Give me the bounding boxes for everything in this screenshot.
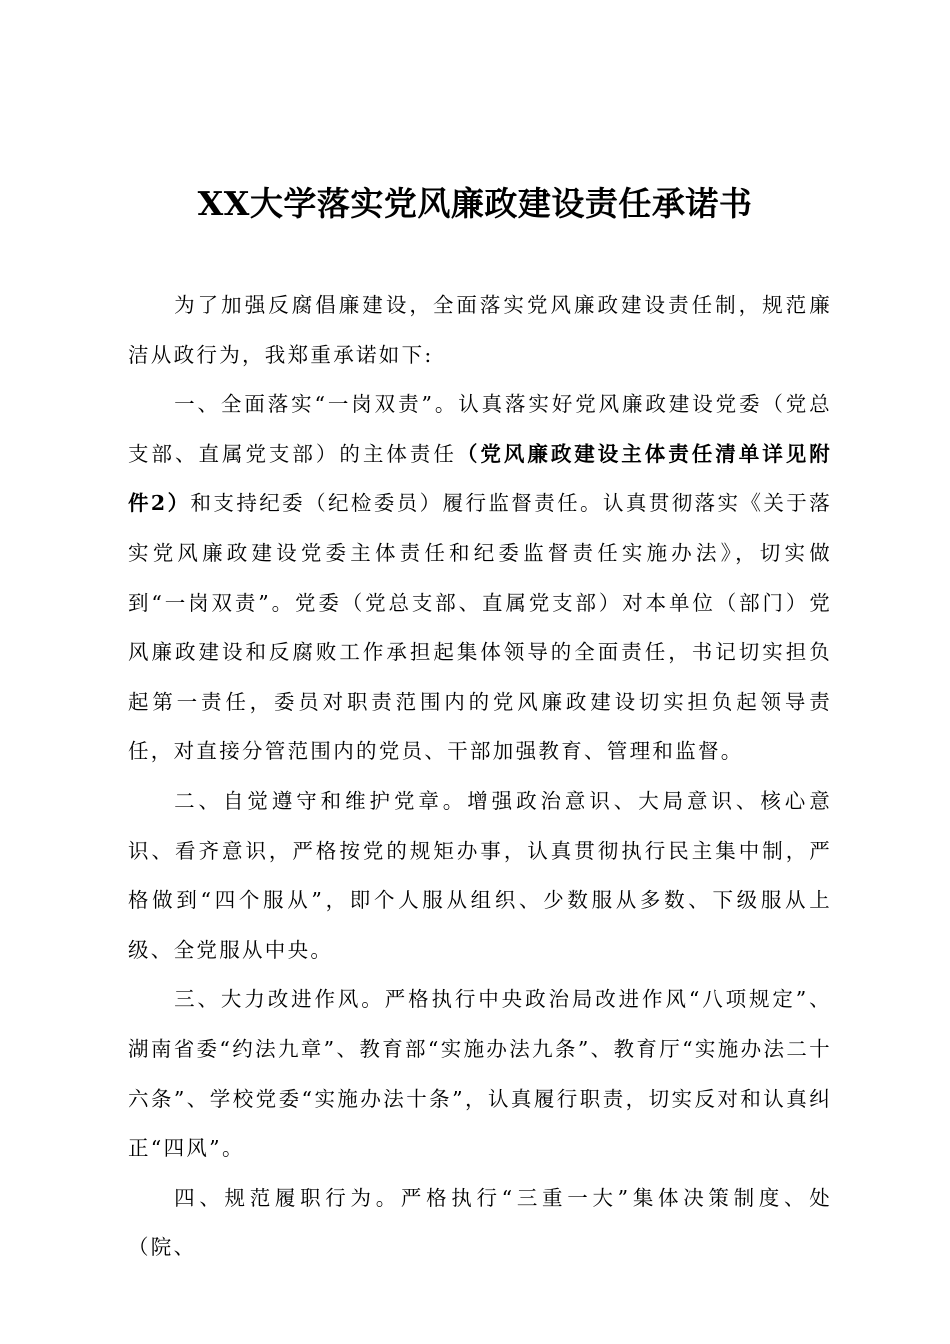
item-4-paragraph: 四、规范履职行为。严格执行“三重一大”集体决策制度、处（院、 [128, 1185, 832, 1260]
document-title: XX大学落实党风廉政建设责任承诺书 [197, 184, 753, 223]
intro-paragraph: 为了加强反腐倡廉建设，全面落实党风廉政建设责任制，规范廉洁从政行为，我郑重承诺如下: [128, 293, 832, 367]
item-1-bold-note: （党风廉政建设主体责任清单详见附件2） [128, 441, 832, 516]
item-2-paragraph: 二、自觉遵守和维护党章。增强政治意识、大局意识、核心意识、看齐意识，严格按党的规矩办事，认真贯彻执行民主集中制，严格做到“四个服从”，即个人服从组织、少数服从多数、下级服从上级、全党服从中央。 [128, 788, 832, 962]
item-1-text-b: 和支持纪委（纪检委员）履行监督责任。认真贯彻落实《关于落实党风廉政建设党委主体责任和纪委监督责任实施办法》，切实做到“一岗双责”。党委（党总支部、直属党支部）对本单位（部门）党风廉政建设和反腐败工作承担起集体领导的全面责任，书记切实担负起第一责任，委员对职责范围内的党风廉政建设切实担负起领导责任，对直接分管范围内的党员、干部加强教育、管理和监督。 [128, 491, 832, 764]
item-3-paragraph: 三、大力改进作风。严格执行中央政治局改进作风“八项规定”、湖南省委“约法九章”、教育部“实施办法九条”、教育厅“实施办法二十六条”、学校党委“实施办法十条”，认真履行职责，切实反对和认真纠正“四风”。 [128, 987, 832, 1161]
item-1-text-a: 一、全面落实“一岗双责”。认真落实好党风廉政建设党委（党总支部、直属党支部）的主体责任 [128, 392, 832, 466]
document-body [128, 281, 832, 1273]
item-1-paragraph [128, 380, 832, 777]
